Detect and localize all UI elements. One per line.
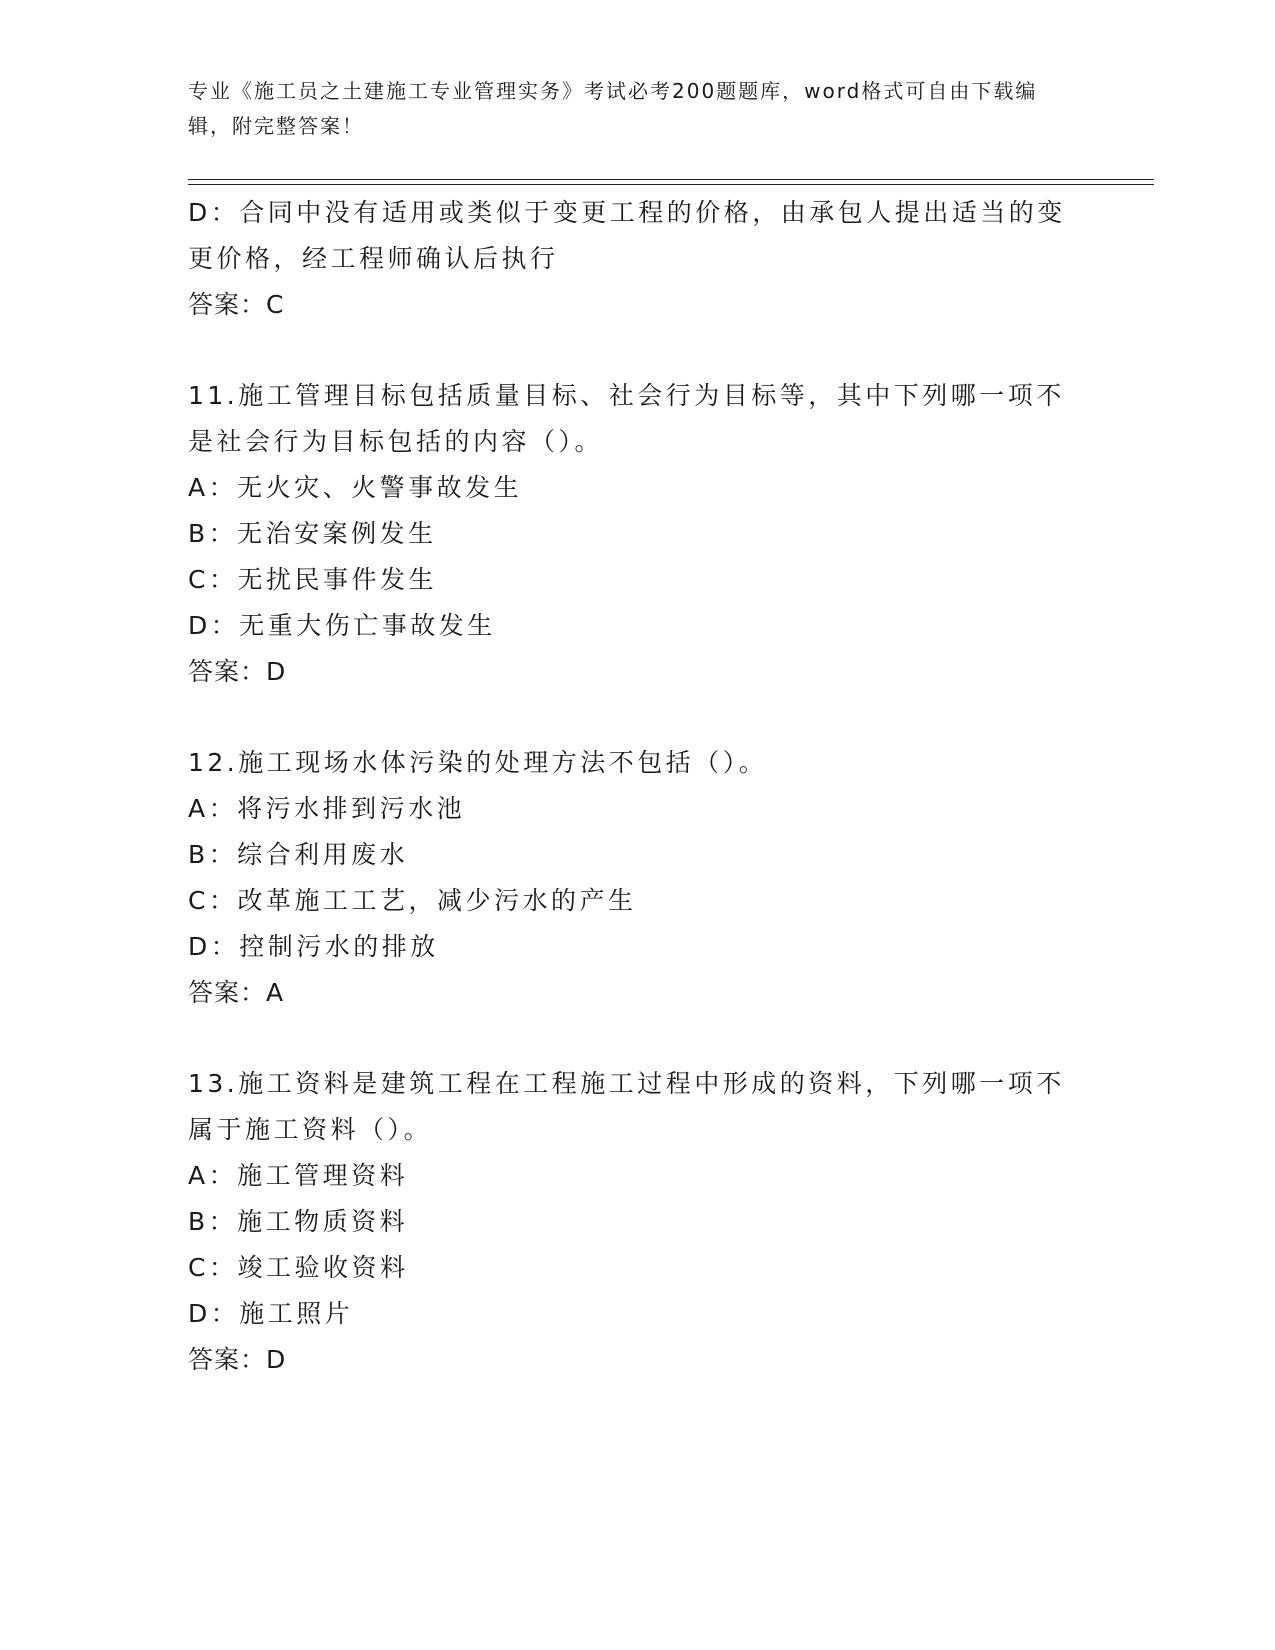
question-11 [188,373,1088,695]
answer: 答案：D [188,657,287,686]
spacer [188,328,1088,373]
option-b: B：无治安案例发生 [188,519,437,548]
option-b: B：施工物质资料 [188,1207,409,1236]
option-a: A：无火灾、火警事故发生 [188,473,523,502]
question-stem-line-2: 是社会行为目标包括的内容（）。 [188,427,604,456]
option-a: A：施工管理资料 [188,1161,409,1190]
question-13 [188,1061,1088,1383]
option-b: B：综合利用废水 [188,840,409,869]
question-stem-line-1: 13.施工资料是建筑工程在工程施工过程中形成的资料，下列哪一项不 [188,1069,1065,1098]
question-12 [188,740,1088,1016]
option-d: D：施工照片 [188,1299,354,1328]
option-c: C：竣工验收资料 [188,1253,409,1282]
answer: 答案：A [188,978,285,1007]
option-d-line-1: D：合同中没有适用或类似于变更工程的价格，由承包人提出适当的变 [188,198,1066,227]
option-d: D：控制污水的排放 [188,932,439,961]
header-divider-bottom [188,184,1154,185]
option-c: C：无扰民事件发生 [188,565,437,594]
question-list [188,190,1088,1383]
option-d: D：无重大伤亡事故发生 [188,611,496,640]
header-divider-top [188,179,1154,180]
question-10-tail [188,190,1088,328]
question-stem-line-1: 11.施工管理目标包括质量目标、社会行为目标等，其中下列哪一项不 [188,381,1065,410]
option-c: C：改革施工工艺，减少污水的产生 [188,886,637,915]
option-d-line-2: 更价格，经工程师确认后执行 [188,244,559,273]
option-a: A：将污水排到污水池 [188,794,466,823]
header-title: 专业《施工员之土建施工专业管理实务》考试必考200题题库，word格式可自由下载编辑，附完整答案！ [188,79,1038,138]
answer: 答案：D [188,1345,287,1374]
question-stem: 12.施工现场水体污染的处理方法不包括（）。 [188,748,768,777]
spacer [188,1016,1088,1061]
document-header [188,74,1068,144]
answer: 答案：C [188,290,285,319]
question-stem-line-2: 属于施工资料（）。 [188,1115,433,1144]
spacer [188,695,1088,740]
